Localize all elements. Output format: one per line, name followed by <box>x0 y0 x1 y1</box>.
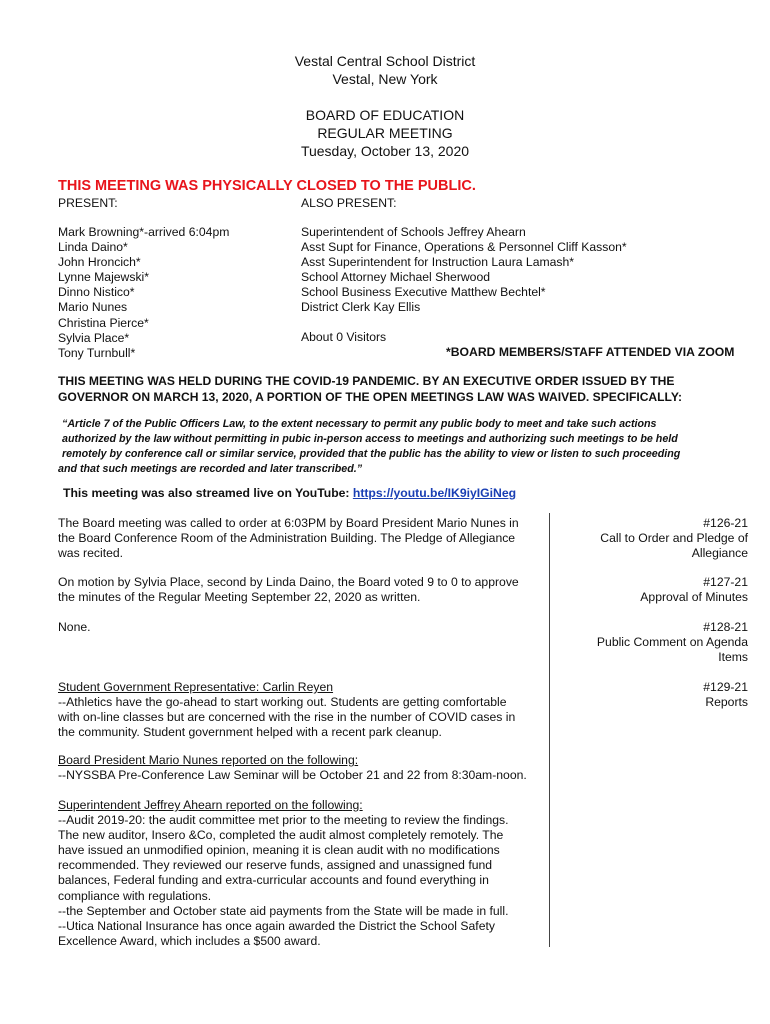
text-line: --NYSSBA Pre-Conference Law Seminar will be October 21 and 22 from 8:30am-noon. <box>58 768 527 783</box>
meeting-type: REGULAR MEETING <box>317 125 453 141</box>
present-member: Mario Nunes <box>58 300 128 315</box>
present-member: Tony Turnbull* <box>58 345 136 360</box>
present-member: Dinno Nistico* <box>58 285 135 300</box>
student-report <box>58 680 543 740</box>
youtube-link[interactable]: https://youtu.be/IK9iyIGiNeg <box>352 486 517 500</box>
superintendent-report <box>58 798 543 949</box>
closed-to-public-notice: THIS MEETING WAS PHYSICALLY CLOSED TO THE PUBLIC. <box>58 178 476 194</box>
present-member: Linda Daino* <box>58 240 128 255</box>
quote-line: and that such meetings are recorded and later transcribed.” <box>58 463 363 475</box>
item-number: #127-21 <box>703 575 748 589</box>
text-line: --the September and October state aid payments from the State will be made in full. <box>58 903 509 918</box>
present-heading: PRESENT: <box>58 196 118 210</box>
visitors-count: About 0 Visitors <box>301 330 387 344</box>
text-line: --Athletics have the go-ahead to start working out. Students are getting comfortable <box>58 695 507 710</box>
district-name: Vestal Central School District <box>294 53 476 69</box>
item-number: #128-21 <box>703 620 748 634</box>
column-divider <box>549 513 550 947</box>
text-line: recommended. They reviewed our reserve funds, assigned and unassigned fund <box>58 858 493 873</box>
text-line: with on-line classes but are concerned with the rise in the number of COVID cases in <box>58 710 516 725</box>
text-line: balances, Federal funding and extra-curricular accounts and found everything in <box>58 873 489 888</box>
text-line: --Audit 2019-20: the audit committee met prior to the meeting to review the findings. <box>58 813 509 828</box>
text-line: None. <box>58 620 91 634</box>
also-present-member: District Clerk Kay Ellis <box>301 300 421 315</box>
executive-order-quote <box>58 417 758 477</box>
item-number: #129-21 <box>703 680 748 694</box>
public-comment-text <box>58 620 543 635</box>
text-line: --Utica National Insurance has once again awarded the District the School Safety <box>58 918 495 933</box>
present-member: Mark Browning*-arrived 6:04pm <box>58 225 230 239</box>
present-member: John Hroncich* <box>58 255 141 270</box>
stream-notice <box>63 486 516 500</box>
president-report <box>58 753 543 783</box>
covid-notice-line: THIS MEETING WAS HELD DURING THE COVID-19 PANDEMIC. BY AN EXECUTIVE ORDER ISSUED BY THE <box>58 374 675 388</box>
minutes-label <box>560 575 748 605</box>
text-line: On motion by Sylvia Place, second by Linda Daino, the Board voted 9 to 0 to approve <box>58 575 519 589</box>
text-line: Excellence Award, which includes a $500 award. <box>58 933 321 948</box>
text-line: the Board Conference Room of the Administration Building. The Pledge of Allegiance <box>58 531 516 546</box>
district-location: Vestal, New York <box>332 71 438 87</box>
item-title: Approval of Minutes <box>640 590 748 605</box>
text-line: was recited. <box>58 546 124 561</box>
item-title: Reports <box>705 695 748 710</box>
also-present-member: Superintendent of Schools Jeffrey Ahearn <box>301 225 526 239</box>
meeting-date: Tuesday, October 13, 2020 <box>300 143 470 159</box>
item-title: Items <box>718 650 748 665</box>
item-title: Public Comment on Agenda <box>596 635 748 650</box>
also-present-member: Asst Superintendent for Instruction Laura Lamash* <box>301 255 575 270</box>
present-member: Sylvia Place* <box>58 330 130 345</box>
minutes-text <box>58 575 543 605</box>
also-present-heading: ALSO PRESENT: <box>301 196 397 210</box>
also-present-member: School Attorney Michael Sherwood <box>301 270 491 285</box>
quote-line: remotely by conference call or similar service, provided that the public has the ability to view or listen to such proceeding <box>62 448 681 460</box>
text-line: have issued an unmodified opinion, meaning it is clean audit with no modifications <box>58 843 500 858</box>
text-line: the community. Student government helped with a recent park cleanup. <box>58 725 442 740</box>
reports-label <box>560 680 748 710</box>
present-list <box>58 225 229 361</box>
also-present-member: School Business Executive Matthew Bechtel* <box>301 285 546 300</box>
report-heading: Student Government Representative: Carlin Reyen <box>58 680 334 694</box>
zoom-attendance-note: *BOARD MEMBERS/STAFF ATTENDED VIA ZOOM <box>446 345 735 359</box>
covid-notice <box>58 373 748 405</box>
also-present-member: Asst Supt for Finance, Operations & Personnel Cliff Kasson* <box>301 240 627 255</box>
covid-notice-line: GOVERNOR ON MARCH 13, 2020, A PORTION OF THE OPEN MEETINGS LAW WAS WAIVED. SPECIFICALLY: <box>58 390 683 404</box>
call-to-order-text <box>58 516 543 561</box>
item-title: Call to Order and Pledge of <box>600 531 748 546</box>
report-heading: Board President Mario Nunes reported on the following: <box>58 753 359 767</box>
stream-text: This meeting was also streamed live on YouTube: <box>63 486 353 500</box>
present-member: Lynne Majewski* <box>58 270 149 285</box>
quote-line: “Article 7 of the Public Officers Law, to the extent necessary to permit any public body to meet and take such actions <box>62 418 657 430</box>
item-number: #126-21 <box>703 516 748 530</box>
board-heading: BOARD OF EDUCATION <box>305 107 465 123</box>
text-line: The Board meeting was called to order at 6:03PM by Board President Mario Nunes in <box>58 516 519 530</box>
text-line: The new auditor, Insero &Co, completed the audit almost completely remotely. The <box>58 828 504 843</box>
quote-line: authorized by the law without permitting in pubic in-person access to meetings and authorizing such meetings to be held <box>62 433 678 445</box>
report-heading: Superintendent Jeffrey Ahearn reported on the following: <box>58 798 363 812</box>
text-line: compliance with regulations. <box>58 888 212 903</box>
call-to-order-label <box>560 516 748 561</box>
text-line: the minutes of the Regular Meeting September 22, 2020 as written. <box>58 590 421 605</box>
also-present-list <box>301 225 627 316</box>
present-member: Christina Pierce* <box>58 315 149 330</box>
public-comment-label <box>560 620 748 665</box>
item-title: Allegiance <box>691 546 748 561</box>
